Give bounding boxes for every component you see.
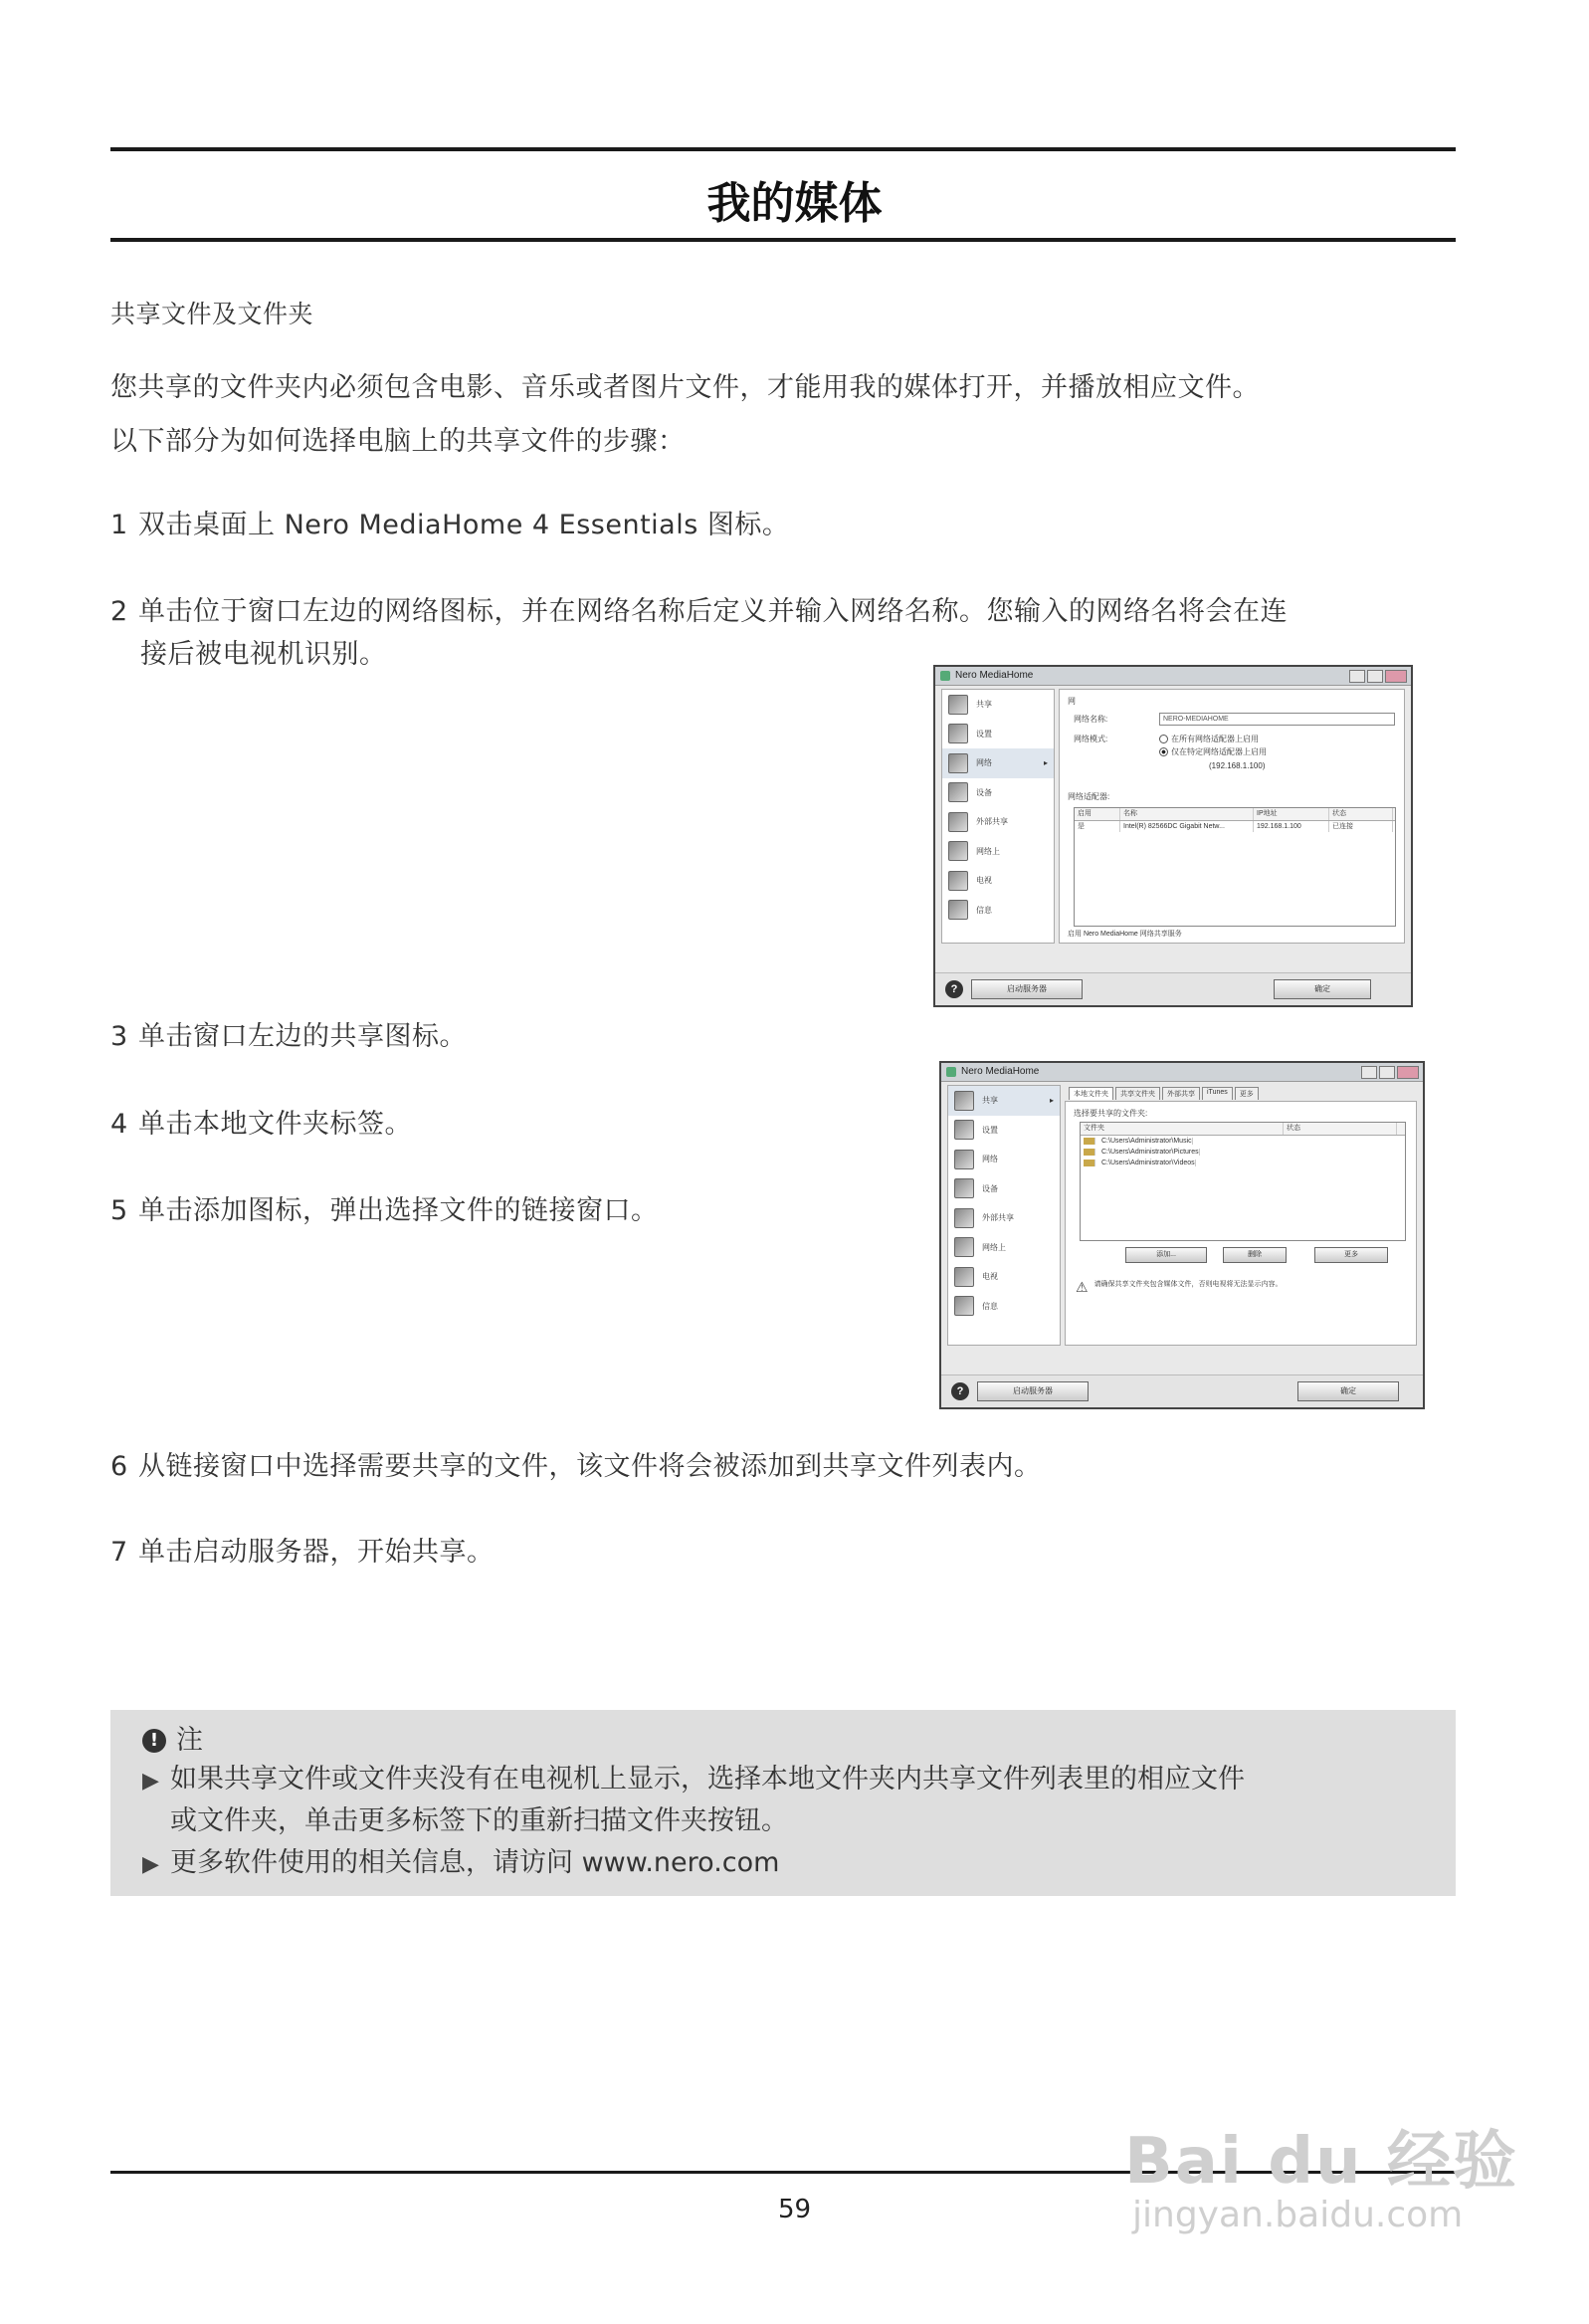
window-titlebar bbox=[941, 1063, 1423, 1082]
triangle-bullet-icon: ▶ bbox=[142, 1769, 159, 1794]
step-2-continued: 接后被电视机识别。 bbox=[140, 639, 387, 670]
section-label: 网 bbox=[1068, 697, 1076, 706]
sidebar-item-online[interactable]: 网络上 bbox=[948, 1233, 1060, 1263]
step-5 bbox=[110, 1191, 659, 1231]
window-titlebar bbox=[935, 667, 1411, 686]
ok-button[interactable]: 确定 bbox=[1274, 979, 1371, 999]
tv-icon bbox=[948, 871, 968, 891]
step-7 bbox=[110, 1533, 495, 1573]
ok-button[interactable]: 确定 bbox=[1297, 1381, 1399, 1401]
note-label: 注 bbox=[176, 1725, 203, 1756]
page-title: 我的媒体 bbox=[706, 178, 883, 229]
network-name-input[interactable]: NERO-MEDIAHOME bbox=[1159, 713, 1395, 726]
note-item-1: ▶ 如果共享文件或文件夹没有在电视机上显示，选择本地文件夹内共享文件列表里的相应文件 bbox=[142, 1760, 1245, 1801]
step-number: 2 bbox=[110, 596, 128, 627]
window-controls[interactable] bbox=[1361, 1066, 1419, 1079]
tab-itunes[interactable]: iTunes bbox=[1202, 1087, 1233, 1100]
adapter-hint: (192.168.1.100) bbox=[1209, 761, 1266, 770]
monitor-icon bbox=[948, 841, 968, 861]
settings-icon bbox=[948, 724, 968, 743]
start-server-button[interactable]: 启动服务器 bbox=[971, 979, 1083, 999]
share-icon bbox=[948, 695, 968, 715]
remove-button[interactable]: 删除 bbox=[1223, 1247, 1287, 1263]
step-number: 4 bbox=[110, 1109, 128, 1140]
external-share-icon bbox=[948, 812, 968, 832]
window-controls[interactable] bbox=[1349, 670, 1407, 683]
title-underline bbox=[110, 238, 1456, 242]
sidebar-item-network[interactable]: 网络 bbox=[948, 1145, 1060, 1174]
watermark-logo: Bai du 经验 bbox=[1124, 2125, 1518, 2199]
share-icon bbox=[954, 1091, 974, 1111]
network-pane bbox=[1059, 689, 1405, 944]
sidebar-item-external[interactable]: 外部共享 bbox=[948, 1203, 1060, 1233]
step-number: 1 bbox=[110, 510, 128, 540]
sidebar-item-tv[interactable]: 电视 bbox=[948, 1262, 1060, 1292]
monitor-icon bbox=[954, 1237, 974, 1257]
folder-icon bbox=[1084, 1138, 1095, 1145]
sidebar bbox=[941, 689, 1055, 944]
close-icon[interactable] bbox=[1397, 1066, 1419, 1079]
sidebar-item-tv[interactable]: 电视 bbox=[942, 866, 1054, 896]
network-icon bbox=[948, 753, 968, 773]
step-number: 5 bbox=[110, 1195, 128, 1226]
bottom-bar bbox=[941, 1374, 1423, 1407]
table-row[interactable]: C:\Users\Administrator\Pictures bbox=[1081, 1147, 1405, 1158]
step-number: 3 bbox=[110, 1021, 128, 1052]
step-4 bbox=[110, 1105, 412, 1145]
table-row[interactable]: C:\Users\Administrator\Music bbox=[1081, 1136, 1405, 1147]
network-name-label: 网络名称: bbox=[1074, 715, 1108, 724]
note-item-2: ▶ 更多软件使用的相关信息，请访问 www.nero.com bbox=[142, 1843, 779, 1885]
sidebar-item-devices[interactable]: 设备 bbox=[942, 778, 1054, 808]
sidebar-item-external[interactable]: 外部共享 bbox=[942, 807, 1054, 837]
table-row[interactable]: 是 Intel(R) 82566DC Gigabit Netw... 192.168.1.100 已连接 bbox=[1075, 821, 1395, 832]
window-title: Nero MediaHome bbox=[961, 1066, 1040, 1077]
page-number: 59 bbox=[777, 2195, 812, 2224]
minimize-icon[interactable] bbox=[1349, 670, 1365, 683]
step-text: 单击位于窗口左边的网络图标，并在网络名称后定义并输入网络名称。您输入的网络名将会在连 bbox=[138, 596, 1288, 627]
step-text: 单击本地文件夹标签。 bbox=[138, 1109, 412, 1140]
sidebar-item-online[interactable]: 网络上 bbox=[942, 837, 1054, 867]
step-number: 7 bbox=[110, 1537, 128, 1568]
sidebar-item-info[interactable]: 信息 bbox=[942, 896, 1054, 926]
adapter-table bbox=[1074, 807, 1396, 927]
sidebar-item-share[interactable]: 共享 bbox=[942, 690, 1054, 720]
lightbulb-icon bbox=[948, 900, 968, 920]
folder-icon bbox=[1084, 1160, 1095, 1166]
add-button[interactable]: 添加... bbox=[1125, 1247, 1207, 1263]
folder-list-label: 选择要共享的文件夹: bbox=[1074, 1109, 1148, 1118]
step-6 bbox=[110, 1447, 1042, 1487]
screenshot-local-folders bbox=[939, 1061, 1425, 1409]
note-header bbox=[142, 1722, 203, 1760]
step-3 bbox=[110, 1017, 467, 1057]
table-row[interactable]: C:\Users\Administrator\Videos bbox=[1081, 1158, 1405, 1168]
sidebar-item-share[interactable]: 共享 ▸ bbox=[948, 1086, 1060, 1116]
exclamation-icon: ! bbox=[142, 1729, 166, 1753]
minimize-icon[interactable] bbox=[1361, 1066, 1377, 1079]
tv-icon bbox=[954, 1267, 974, 1287]
tab-external[interactable]: 外部共享 bbox=[1162, 1087, 1200, 1100]
device-icon bbox=[954, 1178, 974, 1198]
tab-shared-folders[interactable]: 共享文件夹 bbox=[1115, 1087, 1160, 1100]
folder-table bbox=[1080, 1122, 1406, 1241]
network-mode-label: 网络模式: bbox=[1074, 735, 1108, 743]
table-header: 文件夹 状态 bbox=[1081, 1123, 1405, 1136]
step-text: 单击添加图标，弹出选择文件的链接窗口。 bbox=[138, 1195, 659, 1226]
bottom-bar bbox=[935, 972, 1411, 1005]
watermark-url: jingyan.baidu.com bbox=[1132, 2195, 1464, 2235]
step-number: 6 bbox=[110, 1451, 128, 1482]
warning-icon: ⚠ bbox=[1076, 1279, 1089, 1295]
help-icon[interactable]: ? bbox=[951, 1382, 969, 1400]
note-box bbox=[110, 1710, 1456, 1896]
settings-icon bbox=[954, 1120, 974, 1140]
folder-icon bbox=[1084, 1149, 1095, 1156]
intro-line-1: 您共享的文件夹内必须包含电影、音乐或者图片文件，才能用我的媒体打开，并播放相应文件。 bbox=[110, 372, 1260, 403]
network-icon bbox=[954, 1150, 974, 1169]
window-title: Nero MediaHome bbox=[955, 670, 1034, 681]
step-text: 双击桌面上 Nero MediaHome 4 Essentials 图标。 bbox=[138, 510, 790, 540]
sidebar-item-info[interactable]: 信息 bbox=[948, 1292, 1060, 1322]
adapter-list-label: 网络适配器: bbox=[1068, 792, 1110, 801]
radio-all-adapters[interactable]: 在所有网络适配器上启用 bbox=[1159, 734, 1259, 744]
sidebar-item-settings[interactable]: 设置 bbox=[948, 1116, 1060, 1146]
sidebar bbox=[947, 1085, 1061, 1346]
top-rule bbox=[110, 147, 1456, 151]
sidebar-item-devices[interactable]: 设备 bbox=[948, 1174, 1060, 1204]
start-server-button[interactable]: 启动服务器 bbox=[977, 1381, 1089, 1401]
table-header: 启用 名称 IP地址 状态 bbox=[1075, 808, 1395, 821]
close-icon[interactable] bbox=[1385, 670, 1407, 683]
maximize-icon[interactable] bbox=[1367, 670, 1383, 683]
chevron-right-icon: ▸ bbox=[1043, 758, 1048, 768]
warning-message: ⚠ 请确保共享文件夹包含媒体文件，否则电视将无法显示内容。 bbox=[1076, 1279, 1283, 1295]
note-item-1-continued: 或文件夹，单击更多标签下的重新扫描文件夹按钮。 bbox=[170, 1805, 788, 1836]
sidebar-item-network[interactable]: 网络 ▸ bbox=[942, 748, 1054, 778]
tab-local-folders[interactable]: 本地文件夹 bbox=[1069, 1087, 1113, 1100]
intro-line-2: 以下部分为如何选择电脑上的共享文件的步骤： bbox=[110, 426, 686, 457]
section-heading: 共享文件及文件夹 bbox=[110, 300, 314, 328]
app-icon bbox=[940, 671, 950, 681]
tab-bar bbox=[1069, 1087, 1259, 1100]
radio-specific-adapter[interactable]: 仅在特定网络适配器上启用 bbox=[1159, 746, 1267, 757]
triangle-bullet-icon: ▶ bbox=[142, 1852, 159, 1877]
chevron-right-icon: ▸ bbox=[1049, 1096, 1054, 1106]
step-2 bbox=[110, 592, 1288, 632]
step-text: 单击启动服务器，开始共享。 bbox=[138, 1537, 495, 1568]
lightbulb-icon bbox=[954, 1296, 974, 1316]
radio-icon[interactable] bbox=[1159, 735, 1168, 743]
radio-selected-icon[interactable] bbox=[1159, 747, 1168, 756]
help-icon[interactable]: ? bbox=[945, 980, 963, 998]
step-text: 单击窗口左边的共享图标。 bbox=[138, 1021, 467, 1052]
external-share-icon bbox=[954, 1208, 974, 1228]
more-dropdown-button[interactable]: 更多 bbox=[1314, 1247, 1388, 1263]
screenshot-network-settings bbox=[933, 665, 1413, 1007]
footer-hint: 启用 Nero MediaHome 网络共享服务 bbox=[1068, 931, 1182, 938]
sidebar-item-settings[interactable]: 设置 bbox=[942, 720, 1054, 749]
step-text: 从链接窗口中选择需要共享的文件，该文件将会被添加到共享文件列表内。 bbox=[138, 1451, 1042, 1482]
step-1 bbox=[110, 506, 789, 545]
tab-more[interactable]: 更多 bbox=[1235, 1087, 1259, 1100]
folders-pane bbox=[1065, 1101, 1417, 1346]
device-icon bbox=[948, 782, 968, 802]
app-icon bbox=[946, 1067, 956, 1077]
maximize-icon[interactable] bbox=[1379, 1066, 1395, 1079]
